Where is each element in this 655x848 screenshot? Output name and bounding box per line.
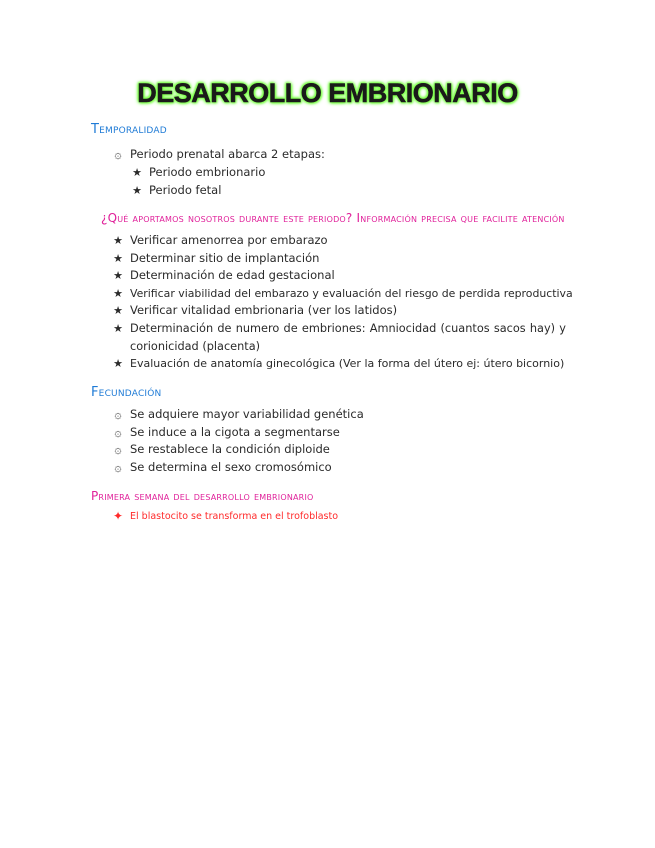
- page-title: DESARROLLO EMBRIONARIO: [137, 78, 518, 108]
- list-item: [113, 320, 566, 355]
- list-item-text: Evaluación de anatomía ginecológica (Ver la forma del útero ej: útero bicornio): [130, 357, 565, 371]
- star-icon: ★: [113, 251, 123, 265]
- star-icon: ★: [113, 357, 123, 371]
- flower-icon: ۞: [114, 407, 122, 421]
- sublist-temporalidad: [132, 164, 569, 199]
- star-icon: ★: [113, 304, 123, 318]
- flower-icon: ۞: [114, 459, 122, 474]
- list-item-text: Periodo fetal: [149, 182, 222, 197]
- list-item-text: Determinación de edad gestacional: [130, 268, 335, 283]
- heading-fecundacion: Fecundación: [91, 385, 162, 400]
- list-temporalidad: [114, 146, 570, 164]
- list-item: [114, 146, 570, 164]
- heading-temporalidad: Temporalidad: [91, 122, 167, 137]
- flower-icon: ۞: [114, 147, 122, 161]
- list-item: [114, 406, 560, 424]
- list-item-text: Determinar sitio de implantación: [130, 250, 320, 265]
- list-item-text: Se restablece la condición diploide: [130, 442, 330, 457]
- star-icon: ★: [132, 183, 142, 197]
- star-icon: ★: [113, 321, 123, 335]
- list-aportes: [113, 232, 573, 373]
- list-item-text: El blastocito se transforma en el trofoblasto: [130, 511, 339, 522]
- flower-icon: ۞: [114, 442, 122, 457]
- list-item: [113, 232, 566, 250]
- list-item: [114, 441, 560, 459]
- star-icon: ★: [132, 166, 142, 179]
- list-item: [113, 285, 573, 303]
- list-item: [132, 182, 569, 200]
- list-item-text: Se adquiere mayor variabilidad genética: [130, 407, 364, 421]
- list-item: [114, 424, 560, 442]
- heading-aportes: ¿Qué aportamos nosotros durante este periodo? Información precisa que facilite atención: [101, 211, 565, 225]
- list-item-text: Verificar amenorrea por embarazo: [130, 233, 328, 247]
- list-item: [132, 164, 569, 182]
- list-item-text: Periodo prenatal abarca 2 etapas:: [130, 147, 325, 161]
- list-item: [113, 302, 566, 320]
- list-item: [112, 508, 560, 526]
- list-item-text: Verificar viabilidad del embarazo y evaluación del riesgo de perdida reproductiva: [130, 286, 573, 300]
- flower-icon: ۞: [114, 424, 122, 439]
- list-item: [113, 250, 566, 268]
- plus-icon: ✦: [112, 509, 124, 523]
- list-item-text: Determinación de numero de embriones: Amniocidad (cuantos sacos hay) y corionicidad (placenta): [130, 321, 566, 353]
- star-icon: ★: [113, 269, 123, 283]
- list-fecundacion: [114, 406, 560, 476]
- list-item-text: Verificar vitalidad embrionaria (ver los latidos): [130, 303, 398, 318]
- heading-primera-semana: Primera semana del desarrollo embrionario: [91, 489, 314, 503]
- list-item: [113, 267, 566, 285]
- list-primera-semana: [112, 508, 560, 526]
- star-icon: ★: [113, 286, 123, 300]
- list-item: [114, 459, 560, 477]
- list-item: [113, 355, 566, 373]
- list-item-text: Se induce a la cigota a segmentarse: [130, 424, 340, 439]
- list-item-text: Se determina el sexo cromosómico: [130, 459, 332, 474]
- list-item-text: Periodo embrionario: [149, 165, 266, 179]
- star-icon: ★: [113, 234, 123, 247]
